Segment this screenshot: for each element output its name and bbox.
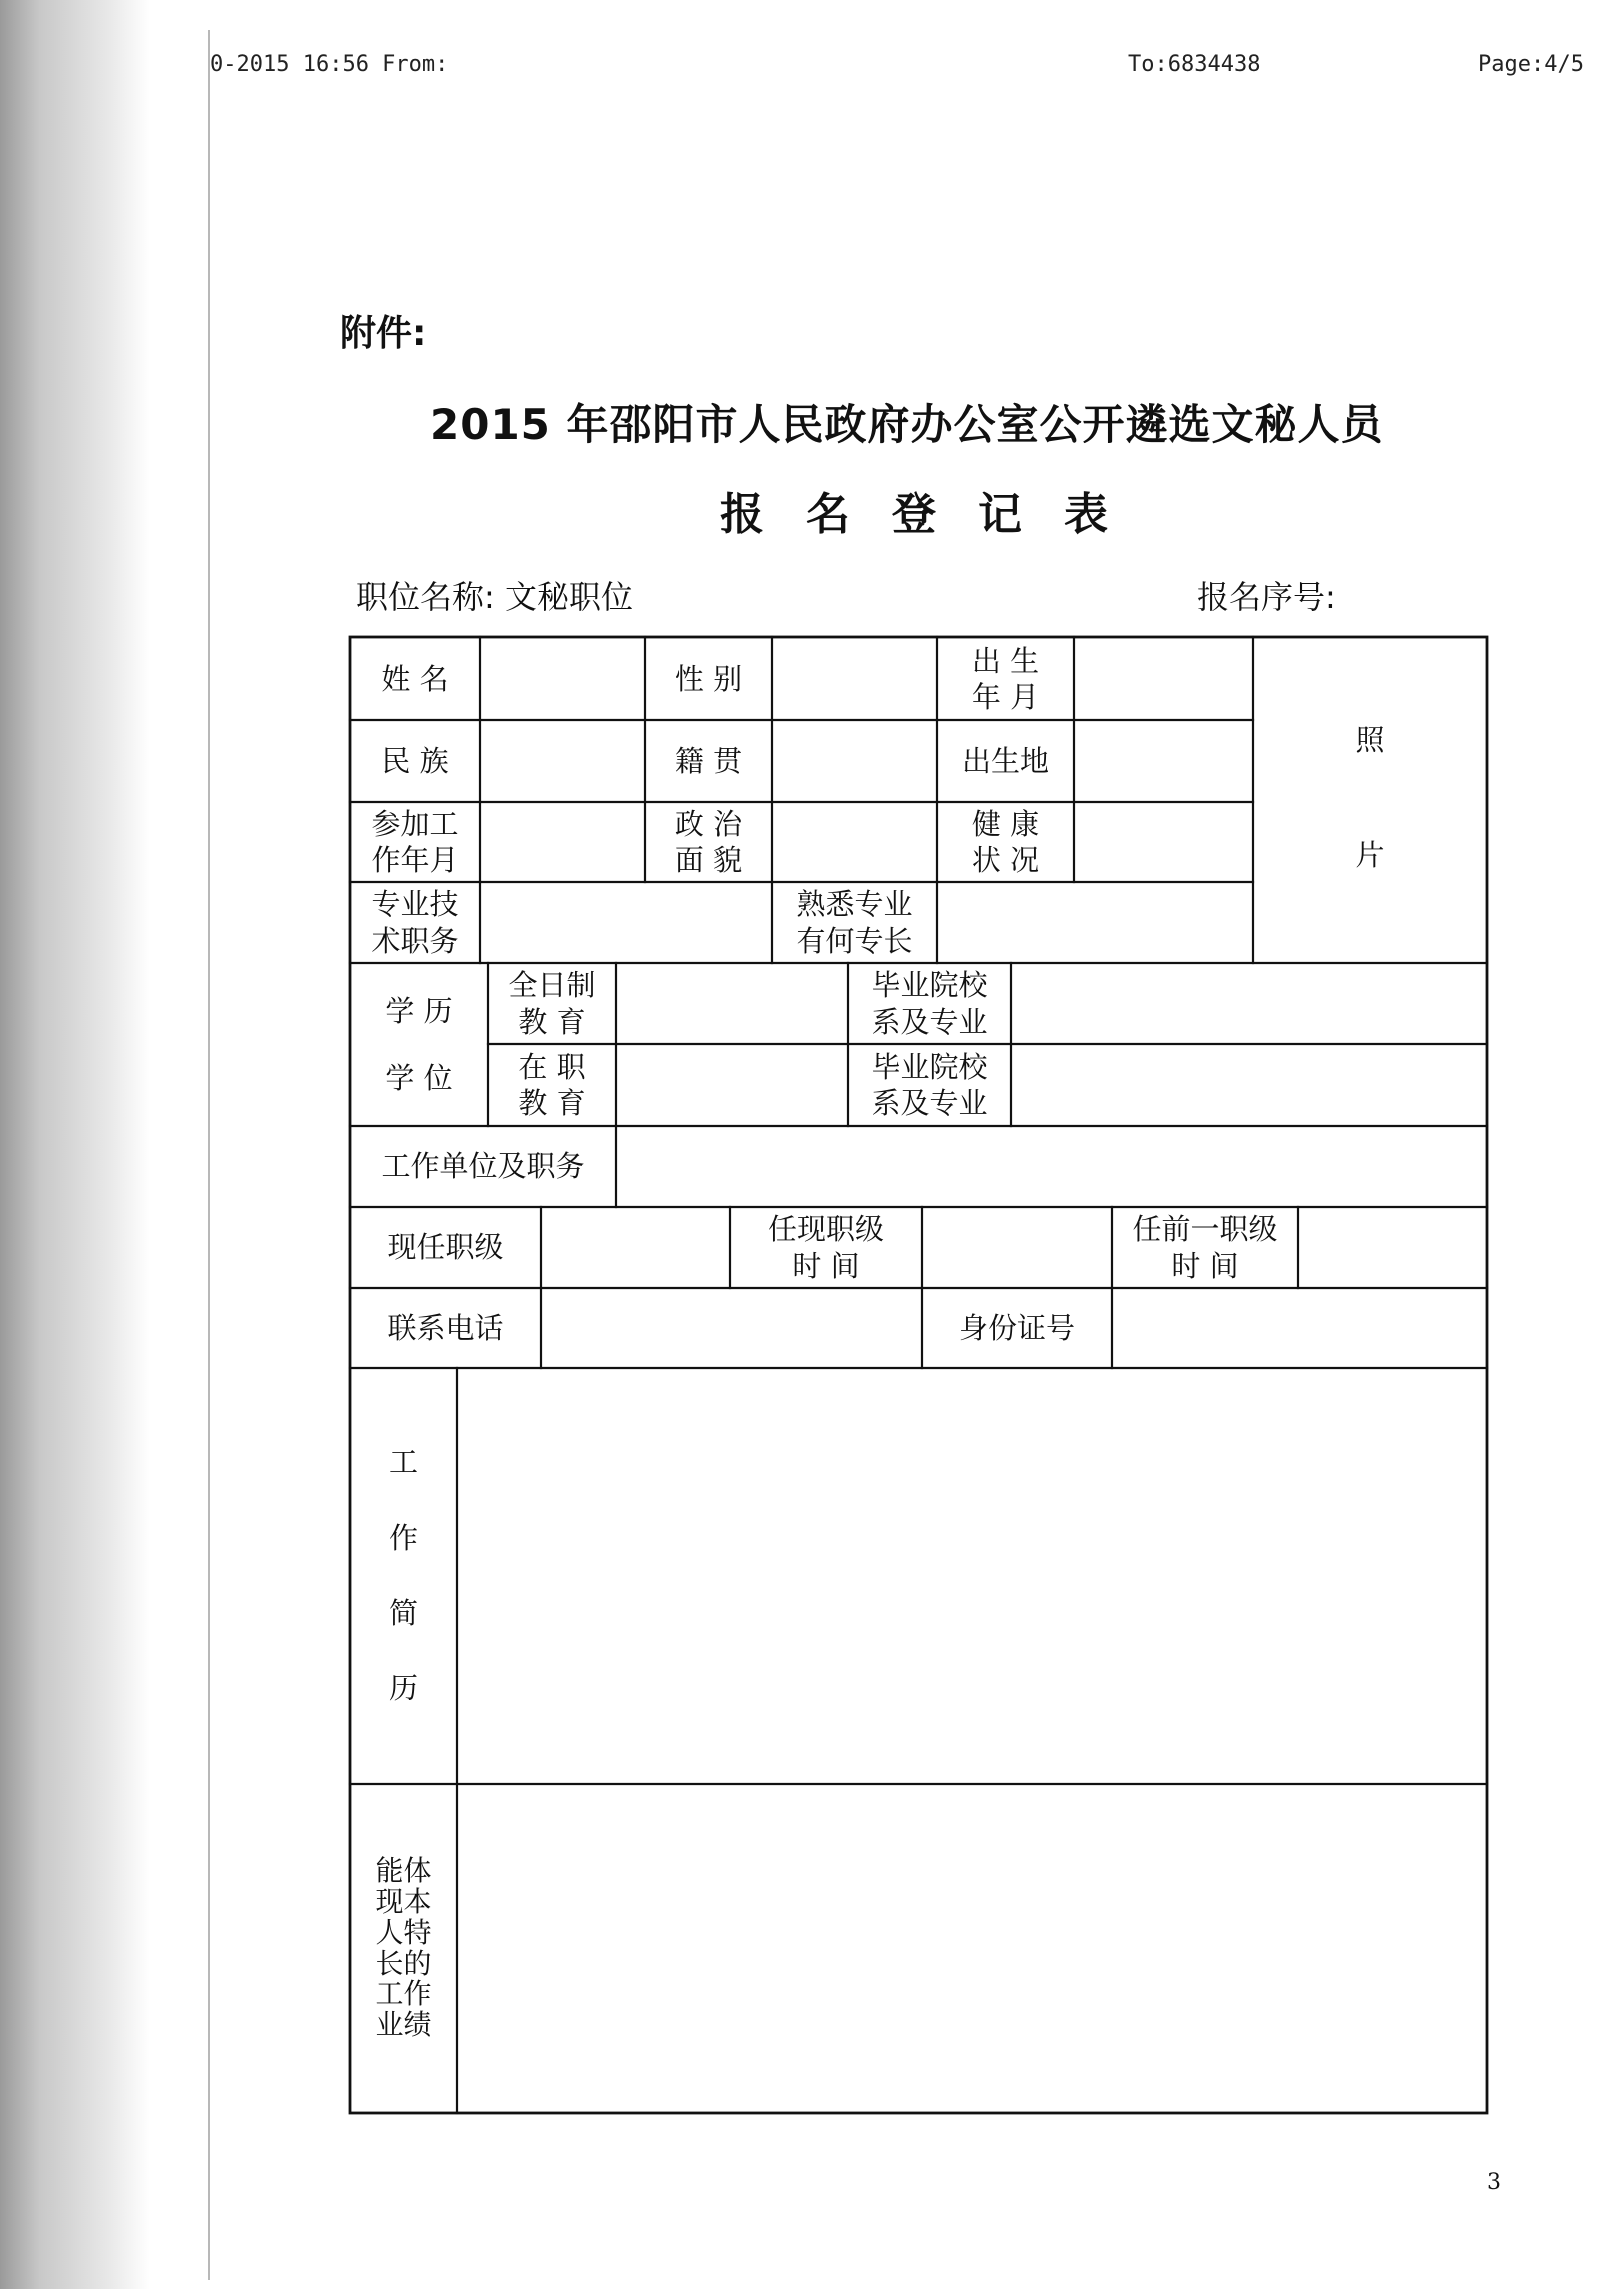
page-number: 3 [1487,2170,1501,2195]
label-phone: 联系电话 [387,1310,504,1345]
label-birthplace: 出生地 [961,743,1049,778]
label-work-start-date: 参加工 作年月 [371,806,459,877]
label-current-rank-time: 任现职级 时 间 [767,1212,884,1283]
label-specialty: 熟悉专业 有何专长 [796,887,913,958]
photo-label-bottom: 片 [1355,837,1385,872]
form-title-line2: 报名登记表 [720,489,1150,540]
label-school-major-fulltime: 毕业院校 系及专业 [871,968,988,1039]
photo-label-top: 照 [1355,722,1385,757]
label-work-unit-position: 工作单位及职务 [381,1149,585,1184]
label-work-achievements: 能体现本人特长的工作业绩 [375,1854,432,2042]
label-name: 姓 名 [381,661,449,696]
label-education-degree: 学 历 学 位 [385,993,453,1095]
label-fulltime-education: 全日制 教 育 [508,968,596,1039]
label-native-place: 籍 贯 [674,743,743,778]
attachment-label: 附件: [340,313,427,354]
form-title-line1: 2015 年邵阳市人民政府办公室公开遴选文秘人员 [430,400,1384,449]
label-political-status: 政 治 面 貌 [674,806,743,877]
label-school-major-inservice: 毕业院校 系及专业 [871,1049,988,1120]
label-current-rank: 现任职级 [387,1230,504,1265]
label-previous-rank-time: 任前一职级 时 间 [1132,1212,1278,1283]
registration-number-label: 报名序号: [1197,578,1336,616]
label-health-status: 健 康 状 况 [971,806,1040,877]
label-gender: 性 别 [674,661,743,696]
label-ethnicity: 民 族 [381,743,449,778]
fax-header-left: 0-2015 16:56 From: [210,52,449,77]
fax-header-to: To:6834438 [1128,52,1261,77]
label-professional-title: 专业技 术职务 [371,887,459,958]
fax-header-page: Page:4/5 [1478,52,1584,77]
label-inservice-education: 在 职 教 育 [518,1049,586,1120]
label-id-number: 身份证号 [958,1310,1075,1345]
label-birth-year-month: 出 生 年 月 [971,643,1040,714]
position-name: 职位名称: 文秘职位 [356,578,633,616]
label-work-resume: 工作简历 [388,1445,418,1706]
